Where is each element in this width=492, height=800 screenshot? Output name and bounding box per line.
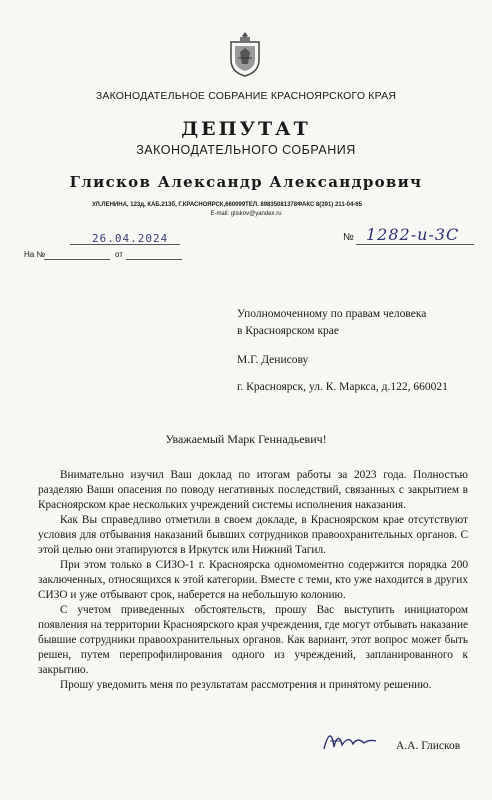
paragraph-3: При этом только в СИЗО-1 г. Красноярска одномоментно содержится порядка 200 заключенных, относящихся к этой категории. Вместе с теми, кто уже находится в других СИЗО и уже отбывают срок, наберется на небольшую колонию. [38, 559, 468, 601]
letterhead-email: E-mail: gliskov@yandex.ru [210, 211, 282, 217]
paragraph-2: Как Вы справедливо отметили в своем докладе, в Красноярском крае отсутствуют условия для отбывания наказаний бывших сотрудников правоохранительных органов. С этой целью они этапируются в Иркутск или Нижний Тагил. [38, 514, 468, 556]
date-underline [70, 244, 180, 245]
from-underline [126, 259, 182, 260]
recipient-name: М.Г. Денисову [237, 354, 309, 366]
paragraph-1: Внимательно изучил Ваш доклад по итогам работы за 2023 года. Полностью разделяю Ваши опасения по поводу негативных последствий, связанных с закрытием в Красноярском крае нескольких учреждений системы исполнения наказания. [38, 469, 468, 511]
salutation: Уважаемый Марк Геннадьевич! [165, 432, 327, 446]
paragraph-5: Прошу уведомить меня по результатам рассмотрения и принятому решению. [60, 679, 432, 691]
signature-name: А.А. Глисков [396, 740, 461, 752]
letter-body [38, 468, 468, 693]
handwritten-date: 26.04.2024 [92, 232, 169, 245]
recipient-address: г. Красноярск, ул. К. Маркса, д.122, 660021 [237, 381, 448, 393]
signature-scribble-icon [320, 727, 380, 755]
paragraph-4: С учетом приведенных обстоятельств, прошу Вас выступить инициатором появления на территории Красноярского края учреждения, где могут отбывать наказание бывшие сотрудники правоохранительных органов. Как вариант, этот вопрос может быть решен, путем перепрофилирования одного из учреждений, запланированного к закрытию. [38, 604, 468, 676]
from-label: от [115, 250, 123, 259]
number-underline [356, 244, 474, 245]
letterhead-subtitle: ЗАКОНОДАТЕЛЬНОГО СОБРАНИЯ [136, 143, 356, 157]
recipient-line2: в Красноярском крае [237, 325, 339, 337]
on-number-label: На № [24, 250, 46, 259]
handwritten-number: 1282-и-3С [366, 225, 460, 244]
organization-name: ЗАКОНОДАТЕЛЬНОЕ СОБРАНИЕ КРАСНОЯРСКОГО КРАЯ [95, 90, 397, 102]
letterhead-address: УЛ.ЛЕНИНА, 123д, КАБ.213б, Г.КРАСНОЯРСК,660099ТЕЛ. 89835081378ФАКС 8(391) 211-04-65 [92, 202, 362, 208]
coat-of-arms-icon [228, 30, 262, 78]
deputy-name: Глисков Александр Александрович [69, 173, 423, 191]
recipient-line1: Уполномоченному по правам человека [237, 308, 427, 320]
number-sign: № [343, 232, 354, 243]
letterhead-title: ДЕПУТАТ [181, 118, 311, 140]
on-number-underline [44, 259, 110, 260]
